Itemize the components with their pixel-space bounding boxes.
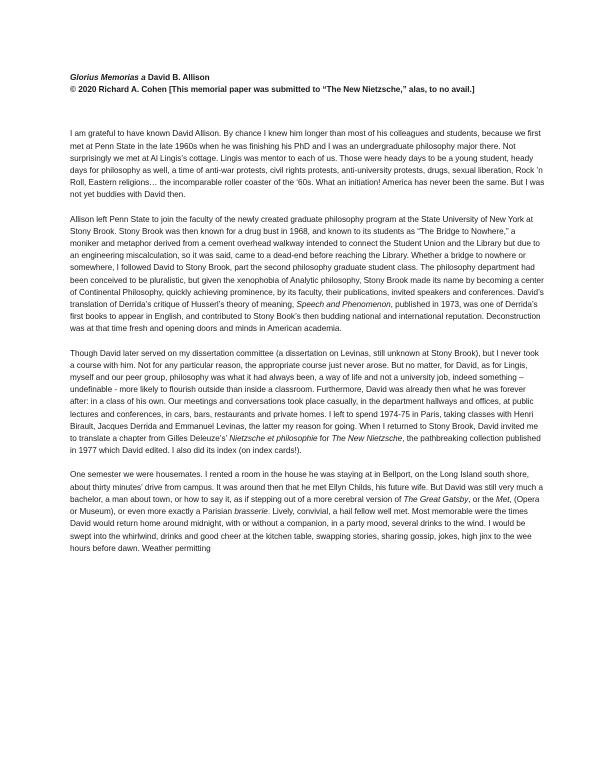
paragraph xyxy=(70,469,545,554)
text-run: for xyxy=(317,434,332,444)
text-run: . Lively, convivial, a hail fellow well met. Most memorable were the times David would return home around midnight, with or without a companion, in a party mood, several drinks to the wind. I would be swept into the whirlwind, drinks and good cheer at the kitchen table, swapping stories, sharing gossip, jokes, high jinx to the wee hours before dawn. Weather permitting xyxy=(70,507,532,553)
title-italic: Glorius Memorias a xyxy=(70,73,146,82)
text-run: I am grateful to have known David Allison. By chance I knew him longer than most of his colleagues and students, because we first met at Penn State in the late 1960s when he was finishing his PhD and I was an undergraduate philosophy major there. Not surprisingly we met at Al Lingis’s cottage. Lingis was mentor to each of us. Those were heady days to be a young student, heady days for philosophy as well, a time of anti-war protests, civil rights protests, anti-university protests, drugs, sexual liberation, Rock ’n Roll, Eastern religions… the incomparable roller coaster of the ‘60s. What an initiation! America has never been the same. But I was not yet buddies with David then. xyxy=(70,129,545,200)
italic-text: Speech and Phenomenon xyxy=(296,300,391,310)
paragraph xyxy=(70,348,545,458)
italic-text: Nietzsche et philosophie xyxy=(229,434,318,444)
document-header xyxy=(70,72,545,96)
italic-text: Met xyxy=(495,494,510,504)
text-run: , (Opera or Museum), or even more exactly a Parisian xyxy=(70,494,540,517)
copyright-line: © 2020 Richard A. Cohen [This memorial paper was submitted to “The New Nietzsche,” alas, to no avail.] xyxy=(70,85,475,95)
text-run: Allison left Penn State to join the faculty of the newly created graduate philosophy program at the State University of New York at Stony Brook. Stony Brook was then known for a drug bust in 1968, and known to its students as “The Bridge to Nowhere,” a moniker and metaphor derived from a cement overhead walkway intended to connect the Student Union and the Library but due to an engineering miscalculation, so it was said, came to a dead-end before reaching the Library. Whether a bridge to nowhere or somewhere, I followed David to Stony Brook, part the second philosophy graduate student class. The philosophy department had been conceived to be pluralistic, but given the xenophobia of Analytic philosophy, Stony Brook made its name by becoming a center of Continental Philosophy, quickly achieving prominence, by its faculty, their publications, invited speakers and conferences. David’s translation of Derrida’s critique of Husserl’s theory of meaning, xyxy=(70,214,544,310)
text-run: , or the xyxy=(468,494,496,504)
text-run: Though David later served on my dissertation committee (a dissertation on Levinas, still unknown at Stony Brook), but I never took a course with him. Not for any particular reason, the appropriate course just never arose. But no matter, for David, as for Lingis, myself and our peer group, philosophy was what it had always been, a way of life and not a university job, indeed something – undefinable - more likely to flourish outside than inside a classroom. Furthermore, David was already then what he was forever after: in a class of his own. Our meetings and conversations took place casually, in the department hallways and offices, at public lectures and conferences, in cars, bars, restaurants and private homes. I left to spend 1974-75 in Paris, taking classes with Henri Birault, Jacques Derrida and Emmanuel Levinas, the latter my reason for going. When I returned to Stony Brook, David invited me to translate a chapter from Gilles Deleuze’s’ xyxy=(70,348,539,444)
text-run: , published in 1973, was one of Derrida’s first books to appear in English, and contributed to Stony Book’s then budding national and international reputation. Deconstruction was at that time fresh and opening doors and minds in American academia. xyxy=(70,300,541,334)
italic-text: The New Nietzsche xyxy=(331,434,403,444)
italic-text: The Great Gatsby xyxy=(403,494,469,504)
italic-text: brasserie xyxy=(234,507,268,517)
document-body xyxy=(70,128,545,555)
paragraph xyxy=(70,214,545,336)
title-rest: David B. Allison xyxy=(145,73,210,82)
document-page xyxy=(70,72,545,567)
title-line xyxy=(70,72,545,84)
paragraph xyxy=(70,128,545,201)
text-run: , the pathbreaking collection published in 1977 which David edited. I also did its index (on index cards!). xyxy=(70,434,541,456)
text-run: One semester we were housemates. I rented a room in the house he was staying at in Bellport, on the Long Island south shore, about thirty minutes’ drive from campus. It was around then that he met Ellyn Childs, his future wife. But David was still very much a bachelor, a man about town, or how to say it, as if stepping out of a more cerebral version of xyxy=(70,470,544,504)
